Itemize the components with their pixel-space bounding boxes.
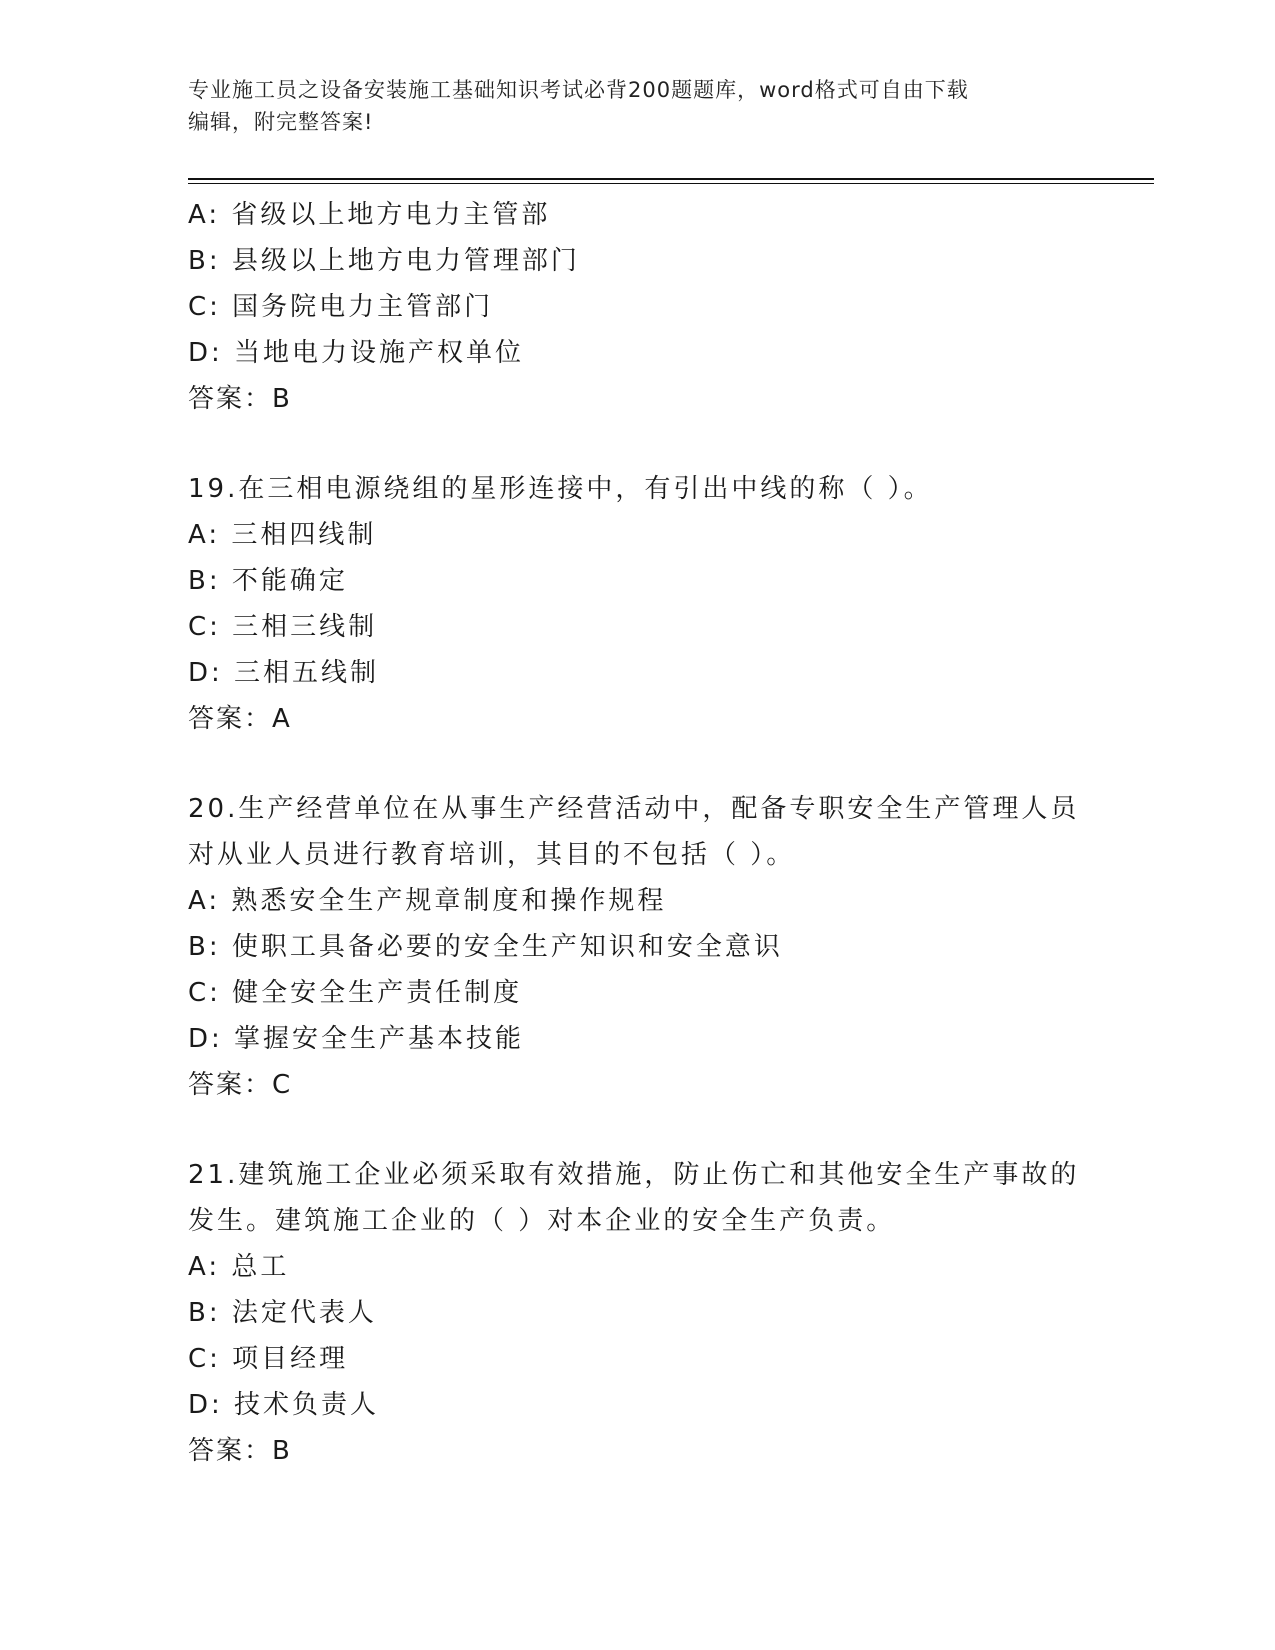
- question-18-partial: [188, 192, 1088, 422]
- answer-line: 答案：B: [188, 1436, 292, 1466]
- spacer: [188, 422, 1088, 466]
- header-divider-thick: [188, 178, 1154, 180]
- option-b: B: 不能确定: [188, 566, 348, 596]
- option-a: A: 熟悉安全生产规章制度和操作规程: [188, 886, 667, 916]
- header-title-line-2: 编辑，附完整答案!: [188, 110, 374, 134]
- option-a: A: 三相四线制: [188, 520, 377, 550]
- option-c: C: 项目经理: [188, 1344, 349, 1374]
- option-d: D: 掌握安全生产基本技能: [188, 1024, 525, 1054]
- answer-line: 答案：A: [188, 704, 292, 734]
- option-a: A: 总工: [188, 1252, 290, 1282]
- question-stem-line-2: 发生。建筑施工企业的（ ）对本企业的安全生产负责。: [188, 1206, 896, 1236]
- question-21: [188, 1152, 1088, 1474]
- option-b: B: 法定代表人: [188, 1298, 377, 1328]
- option-c: C: 健全安全生产责任制度: [188, 978, 523, 1008]
- question-stem-line-2: 对从业人员进行教育培训，其目的不包括（ ）。: [188, 840, 796, 870]
- question-20: [188, 786, 1088, 1108]
- option-b: B: 使职工具备必要的安全生产知识和安全意识: [188, 932, 783, 962]
- question-list: [188, 192, 1088, 1474]
- question-stem-line-1: 20.生产经营单位在从事生产经营活动中，配备专职安全生产管理人员: [188, 794, 1080, 824]
- question-stem: 19.在三相电源绕组的星形连接中，有引出中线的称（ ）。: [188, 474, 933, 504]
- option-d: D: 技术负责人: [188, 1390, 380, 1420]
- header-title-line-1: 专业施工员之设备安装施工基础知识考试必背200题题库，word格式可自由下载: [188, 78, 969, 102]
- document-header: [188, 74, 1088, 138]
- option-c: C: 国务院电力主管部门: [188, 292, 494, 322]
- option-d: D: 当地电力设施产权单位: [188, 338, 525, 368]
- option-d: D: 三相五线制: [188, 658, 380, 688]
- header-divider-thin: [188, 183, 1154, 184]
- option-a: A: 省级以上地方电力主管部: [188, 200, 551, 230]
- answer-line: 答案：B: [188, 384, 292, 414]
- spacer: [188, 1108, 1088, 1152]
- answer-line: 答案：C: [188, 1070, 293, 1100]
- question-stem-line-1: 21.建筑施工企业必须采取有效措施，防止伤亡和其他安全生产事故的: [188, 1160, 1080, 1190]
- option-c: C: 三相三线制: [188, 612, 378, 642]
- option-b: B: 县级以上地方电力管理部门: [188, 246, 580, 276]
- spacer: [188, 742, 1088, 786]
- question-19: [188, 466, 1088, 742]
